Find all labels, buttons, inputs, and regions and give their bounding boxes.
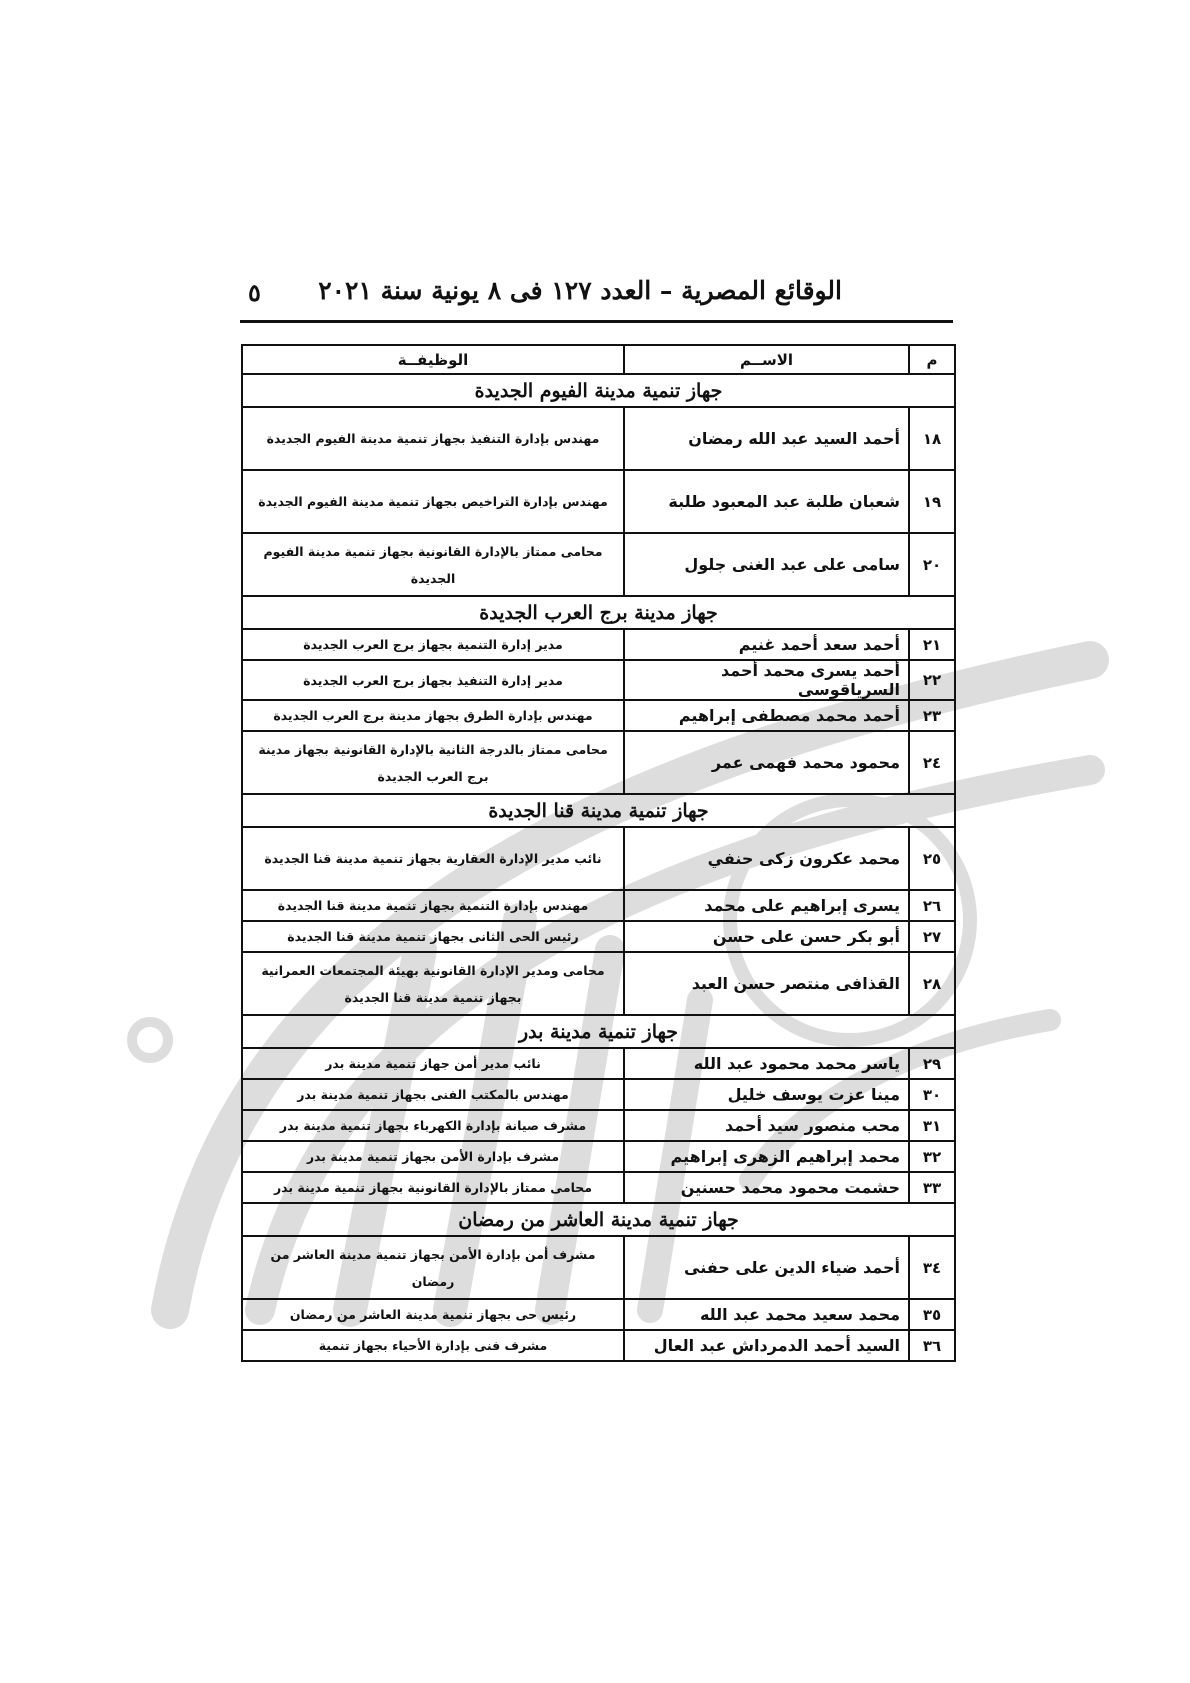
employee-name: ياسر محمد محمود عبد الله [624, 1048, 909, 1079]
page-header [240, 270, 952, 322]
job-title: رئيس الحى الثانى بجهاز تنمية مدينة قنا الجديدة [242, 921, 624, 952]
table-row [242, 470, 955, 533]
table-row [242, 827, 955, 890]
job-title: مهندس بإدارة التنمية بجهاز تنمية مدينة قنا الجديدة [242, 890, 624, 921]
row-number: ٢٧ [909, 921, 955, 952]
employee-name: أحمد ضياء الدين على حفنى [624, 1236, 909, 1299]
employee-name: أحمد محمد مصطفى إبراهيم [624, 700, 909, 731]
row-number: ٣٣ [909, 1172, 955, 1203]
employee-name: محمد إبراهيم الزهرى إبراهيم [624, 1141, 909, 1172]
column-header-num: م [909, 345, 955, 374]
job-title: محامى ممتاز بالإدارة القانونية بجهاز تنمية مدينة بدر [242, 1172, 624, 1203]
employee-name: مينا عزت يوسف خليل [624, 1079, 909, 1110]
row-number: ٣١ [909, 1110, 955, 1141]
table-row [242, 1110, 955, 1141]
employee-name: محمد سعيد محمد عبد الله [624, 1299, 909, 1330]
section-header-row [242, 1203, 955, 1236]
job-title: مدير إدارة التنمية بجهاز برج العرب الجديدة [242, 629, 624, 660]
row-number: ٢٨ [909, 952, 955, 1015]
employee-name: أبو بكر حسن على حسن [624, 921, 909, 952]
job-title: مدير إدارة التنفيذ بجهاز برج العرب الجديدة [242, 660, 624, 700]
employee-name: السيد أحمد الدمرداش عبد العال [624, 1330, 909, 1361]
section-header-row [242, 374, 955, 407]
column-header-name: الاســم [624, 345, 909, 374]
row-number: ٣٠ [909, 1079, 955, 1110]
table-row [242, 700, 955, 731]
section-title: جهاز تنمية مدينة الفيوم الجديدة [242, 374, 955, 407]
job-title: مشرف فنى بإدارة الأحياء بجهاز تنمية [242, 1330, 624, 1361]
row-number: ٢٣ [909, 700, 955, 731]
section-title: جهاز تنمية مدينة قنا الجديدة [242, 794, 955, 827]
column-header-job: الوظيفــة [242, 345, 624, 374]
job-title: مهندس بإدارة الطرق بجهاز مدينة برج العرب الجديدة [242, 700, 624, 731]
employee-table [241, 344, 956, 1362]
job-title: محامى ممتاز بالدرجة الثانية بالإدارة القانونية بجهاز مدينة برج العرب الجديدة [242, 731, 624, 794]
header-rule [240, 320, 953, 323]
row-number: ٢١ [909, 629, 955, 660]
employee-name: أحمد سعد أحمد غنيم [624, 629, 909, 660]
employee-name: أحمد السيد عبد الله رمضان [624, 407, 909, 470]
row-number: ٣٥ [909, 1299, 955, 1330]
row-number: ٣٢ [909, 1141, 955, 1172]
employee-name: حشمت محمود محمد حسنين [624, 1172, 909, 1203]
row-number: ٣٤ [909, 1236, 955, 1299]
job-title: محامى ومدير الإدارة القانونية بهيئة المجتمعات العمرانية بجهاز تنمية مدينة قنا الجديدة [242, 952, 624, 1015]
table-row [242, 921, 955, 952]
job-title: مهندس بالمكتب الفنى بجهاز تنمية مدينة بدر [242, 1079, 624, 1110]
row-number: ١٨ [909, 407, 955, 470]
employee-name: القذافى منتصر حسن العبد [624, 952, 909, 1015]
employee-name: سامى على عبد الغنى جلول [624, 533, 909, 596]
table-row [242, 1141, 955, 1172]
row-number: ٢٤ [909, 731, 955, 794]
job-title: مهندس بإدارة التنفيذ بجهاز تنمية مدينة الفيوم الجديدة [242, 407, 624, 470]
table-row [242, 407, 955, 470]
job-title: رئيس حى بجهاز تنمية مدينة العاشر من رمضان [242, 1299, 624, 1330]
job-title: مشرف أمن بإدارة الأمن بجهاز تنمية مدينة العاشر من رمضان [242, 1236, 624, 1299]
table-row [242, 1330, 955, 1361]
page-number: ٥ [248, 278, 261, 307]
table-row [242, 890, 955, 921]
table-row [242, 1236, 955, 1299]
table-header-row [242, 345, 955, 374]
employee-name: أحمد يسرى محمد أحمد السرياقوسى [624, 660, 909, 700]
employee-name: محب منصور سيد أحمد [624, 1110, 909, 1141]
section-title: جهاز مدينة برج العرب الجديدة [242, 596, 955, 629]
job-title: نائب مدير الإدارة العقارية بجهاز تنمية مدينة قنا الجديدة [242, 827, 624, 890]
gazette-title: الوقائع المصرية – العدد ١٢٧ فى ٨ يونية سنة ٢٠٢١ [318, 276, 842, 305]
job-title: مهندس بإدارة التراخيص بجهاز تنمية مدينة الفيوم الجديدة [242, 470, 624, 533]
table-row [242, 1299, 955, 1330]
employee-name: يسرى إبراهيم على محمد [624, 890, 909, 921]
table-row [242, 1172, 955, 1203]
section-header-row [242, 1015, 955, 1048]
table-row [242, 1079, 955, 1110]
job-title: مشرف صيانة بإدارة الكهرباء بجهاز تنمية مدينة بدر [242, 1110, 624, 1141]
row-number: ٢٦ [909, 890, 955, 921]
employee-name: محمود محمد فهمى عمر [624, 731, 909, 794]
section-header-row [242, 596, 955, 629]
section-title: جهاز تنمية مدينة العاشر من رمضان [242, 1203, 955, 1236]
table-row [242, 629, 955, 660]
row-number: ١٩ [909, 470, 955, 533]
table-row [242, 731, 955, 794]
table-row [242, 660, 955, 700]
employee-name: محمد عكرون زكى حنفي [624, 827, 909, 890]
job-title: نائب مدير أمن جهاز تنمية مدينة بدر [242, 1048, 624, 1079]
table-row [242, 1048, 955, 1079]
table-row [242, 533, 955, 596]
table-row [242, 952, 955, 1015]
job-title: محامى ممتاز بالإدارة القانونية بجهاز تنمية مدينة الفيوم الجديدة [242, 533, 624, 596]
section-title: جهاز تنمية مدينة بدر [242, 1015, 955, 1048]
row-number: ٣٦ [909, 1330, 955, 1361]
row-number: ٢٩ [909, 1048, 955, 1079]
row-number: ٢٠ [909, 533, 955, 596]
section-header-row [242, 794, 955, 827]
job-title: مشرف بإدارة الأمن بجهاز تنمية مدينة بدر [242, 1141, 624, 1172]
employee-name: شعبان طلبة عبد المعبود طلبة [624, 470, 909, 533]
row-number: ٢٥ [909, 827, 955, 890]
row-number: ٢٢ [909, 660, 955, 700]
